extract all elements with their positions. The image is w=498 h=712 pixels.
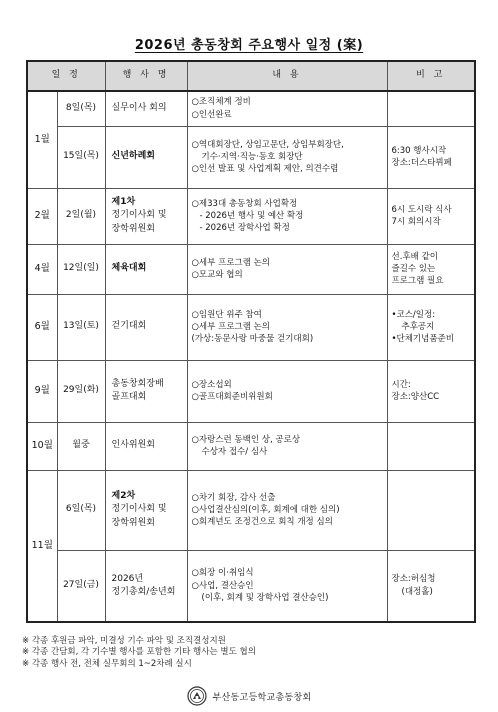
content-line: ○인선 발표 및 사업계획 제안, 의견수렴 bbox=[191, 164, 339, 175]
table-row bbox=[27, 244, 475, 294]
event-line: 실무이사 회의 bbox=[111, 103, 167, 114]
note-line: •단체기념품준비 bbox=[391, 334, 454, 345]
organization-name: 부산동고등학교총동창회 bbox=[212, 692, 312, 703]
table-row bbox=[27, 470, 475, 550]
content-line: 기수·지역·직능·동호 회장단 bbox=[201, 151, 303, 162]
content-cell bbox=[187, 244, 387, 294]
note-cell bbox=[387, 550, 475, 622]
note-cell bbox=[387, 470, 475, 550]
event-cell bbox=[105, 550, 187, 622]
content-cell bbox=[187, 126, 387, 188]
note-line: 장소:양산CC bbox=[391, 392, 440, 402]
note-line: (대정홀) bbox=[401, 586, 433, 597]
table-row bbox=[27, 91, 475, 126]
footnotes bbox=[22, 636, 256, 670]
event-cell bbox=[105, 91, 187, 126]
content-line: (가상:동문사랑 마중물 걷기대회) bbox=[191, 334, 314, 345]
note-line: 추후공지 bbox=[401, 321, 435, 332]
content-line: ○조직체계 정비 bbox=[191, 97, 251, 108]
month-cell: 2월 bbox=[27, 188, 57, 244]
page-title: 2026년 총동창회 주요행사 일정 (案) bbox=[134, 38, 364, 53]
content-cell bbox=[187, 550, 387, 622]
event-line: 골프대회 bbox=[111, 392, 147, 402]
content-line: ○사업결산심의(이후, 회계에 대한 심의) bbox=[191, 504, 340, 515]
event-cell bbox=[105, 126, 187, 188]
day-cell: 27일(금) bbox=[57, 550, 105, 622]
note-line: 선.후배 같이 bbox=[391, 251, 438, 262]
event-line: 제1차 bbox=[111, 197, 136, 208]
note-line: 시간: bbox=[391, 379, 411, 390]
month-cell: 4월 bbox=[27, 244, 57, 294]
note-line: 6:30 행사시작 bbox=[391, 145, 447, 156]
table-header-row bbox=[27, 61, 475, 91]
content-line: ○인선완료 bbox=[191, 109, 232, 120]
footnote: ※ 각종 후원금 파악, 미결성 기수 파악 및 조직결성지원 bbox=[22, 636, 226, 646]
table-row bbox=[27, 188, 475, 244]
month-cell: 10월 bbox=[27, 422, 57, 470]
content-line: ○자랑스런 동백인 상, 공로상 bbox=[191, 434, 301, 445]
event-line: 걷기대회 bbox=[111, 321, 147, 332]
month-cell: 9월 bbox=[27, 360, 57, 422]
note-line: •코스/일정: bbox=[391, 309, 436, 320]
footnote: ※ 각종 행사 전, 전체 실무회의 1~2차례 실시 bbox=[22, 658, 192, 669]
content-line: ○임원단 위주 참여 bbox=[191, 309, 262, 320]
event-cell bbox=[105, 422, 187, 470]
month-cell: 6월 bbox=[27, 294, 57, 360]
content-line: 수상자 접수/ 심사 bbox=[201, 447, 268, 457]
event-cell bbox=[105, 188, 187, 244]
note-cell bbox=[387, 188, 475, 244]
header-date: 일 정 bbox=[27, 61, 105, 91]
content-line: ○세부 프로그램 논의 bbox=[191, 257, 271, 268]
content-line: ○세부 프로그램 논의 bbox=[191, 321, 271, 332]
event-line: 체육대회 bbox=[111, 263, 147, 274]
note-cell bbox=[387, 422, 475, 470]
day-cell: 8일(목) bbox=[57, 91, 105, 126]
event-line: 2026년 bbox=[111, 573, 144, 584]
content-cell bbox=[187, 422, 387, 470]
content-line: ○회장 이·취임식 bbox=[191, 568, 254, 579]
event-cell bbox=[105, 244, 187, 294]
header-content: 내 용 bbox=[187, 61, 387, 91]
content-cell bbox=[187, 91, 387, 126]
month-cell: 11월 bbox=[27, 470, 57, 622]
event-line: 인사위원회 bbox=[111, 440, 155, 451]
note-line: 장소:더스타뷔페 bbox=[391, 158, 452, 168]
content-line: ○골프대회준비위원회 bbox=[191, 392, 273, 402]
note-cell bbox=[387, 91, 475, 126]
content-line: ○사업, 결산승인 bbox=[191, 580, 254, 591]
content-line: ○차기 회장, 감사 선출 bbox=[191, 492, 276, 503]
day-cell: 월중 bbox=[57, 422, 105, 470]
note-cell bbox=[387, 126, 475, 188]
note-cell bbox=[387, 244, 475, 294]
event-line: 장학위원회 bbox=[111, 223, 155, 234]
note-cell bbox=[387, 360, 475, 422]
table-row bbox=[27, 550, 475, 622]
note-cell bbox=[387, 294, 475, 360]
event-line: 제2차 bbox=[111, 491, 136, 502]
note-line: 장소:허심청 bbox=[391, 574, 436, 585]
note-line: 즐길수 있는 bbox=[391, 263, 436, 274]
table-row bbox=[27, 360, 475, 422]
content-cell bbox=[187, 360, 387, 422]
table-row bbox=[27, 294, 475, 360]
day-cell: 15일(목) bbox=[57, 126, 105, 188]
note-line: 7시 회의시작 bbox=[391, 217, 441, 227]
content-line: - 2026년 행사 및 예산 확정 bbox=[199, 210, 304, 221]
event-line: 신년하례회 bbox=[111, 151, 155, 162]
event-cell bbox=[105, 294, 187, 360]
event-line: 정기이사회 및 bbox=[111, 504, 167, 515]
day-cell: 2일(월) bbox=[57, 188, 105, 244]
table-row bbox=[27, 126, 475, 188]
school-emblem-icon bbox=[187, 686, 207, 706]
content-line: ○장소섭외 bbox=[191, 379, 232, 390]
event-cell bbox=[105, 360, 187, 422]
event-line: 정기이사회 및 bbox=[111, 210, 167, 221]
footer bbox=[0, 686, 498, 706]
day-cell: 29일(화) bbox=[57, 360, 105, 422]
content-line: ○제33대 총동창회 사업확정 bbox=[191, 198, 298, 209]
header-note: 비 고 bbox=[387, 61, 475, 91]
event-cell bbox=[105, 470, 187, 550]
day-cell: 13일(토) bbox=[57, 294, 105, 360]
event-line: 총동창회장배 bbox=[111, 378, 164, 389]
note-line: 프로그램 필요 bbox=[391, 276, 444, 287]
table-row bbox=[27, 422, 475, 470]
content-cell bbox=[187, 294, 387, 360]
day-cell: 12일(일) bbox=[57, 244, 105, 294]
content-line: ○역대회장단, 상임고문단, 상임부회장단, bbox=[191, 139, 344, 150]
content-line: (이후, 회계 및 장학사업 결산승인) bbox=[201, 592, 329, 603]
note-line: 6시 도시락 식사 bbox=[391, 204, 452, 215]
schedule-table bbox=[26, 60, 476, 623]
content-cell bbox=[187, 188, 387, 244]
header-event: 행 사 명 bbox=[105, 61, 187, 91]
event-line: 장학위원회 bbox=[111, 517, 155, 528]
content-line: ○모교와 협의 bbox=[191, 270, 243, 280]
event-line: 정기총회/송년회 bbox=[111, 586, 176, 597]
month-cell: 1월 bbox=[27, 91, 57, 188]
day-cell: 6일(목) bbox=[57, 470, 105, 550]
footnote: ※ 각종 간담회, 각 기수별 행사를 포함한 기타 행사는 별도 협의 bbox=[22, 647, 256, 658]
content-cell bbox=[187, 470, 387, 550]
content-line: ○회계년도 조정건으로 회칙 개정 심의 bbox=[191, 517, 333, 528]
content-line: - 2026년 장학사업 확정 bbox=[199, 223, 290, 234]
